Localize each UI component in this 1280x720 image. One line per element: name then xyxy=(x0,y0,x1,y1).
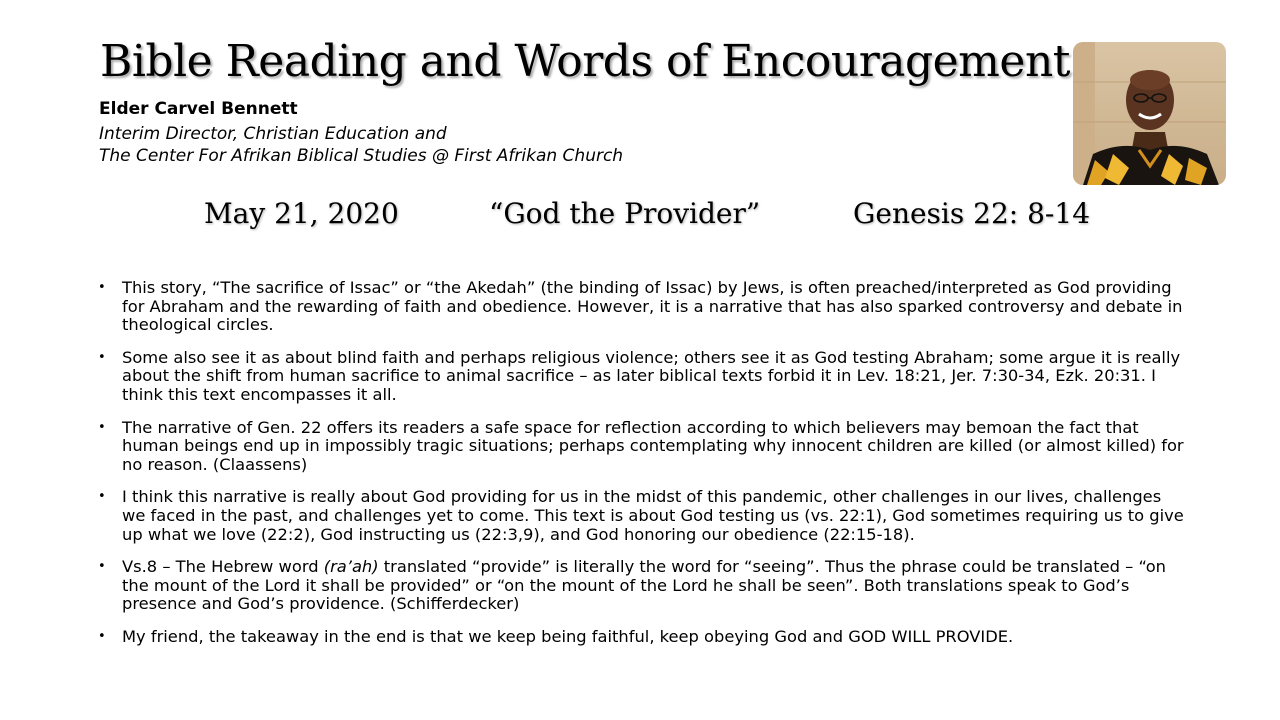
author-photo xyxy=(1073,42,1226,185)
author-role-line2: The Center For Afrikan Biblical Studies @ First Afrikan Church xyxy=(99,146,624,166)
list-item xyxy=(98,558,1188,614)
author-name: Elder Carvel Bennett xyxy=(99,99,298,119)
hebrew-word: (ra’ah) xyxy=(323,557,379,577)
page-title: Bible Reading and Words of Encouragement xyxy=(100,36,1070,87)
list-item xyxy=(98,488,1188,544)
point-text: This story, “The sacrifice of Issac” or “the Akedah” (the binding of Issac) by Jews, is often preached/interpreted as God providing for Abraham and the rewarding of faith and obedience. However, it is a narrative that has also sparked controversy and debate in theological circles. xyxy=(122,278,1183,335)
list-item xyxy=(98,349,1188,405)
bullet-icon: • xyxy=(98,489,106,505)
author-role xyxy=(99,123,623,167)
scripture-passage: Genesis 22: 8-14 xyxy=(853,197,1091,230)
list-item xyxy=(98,419,1188,475)
point-text: Some also see it as about blind faith and perhaps religious violence; others see it as God testing Abraham; some argue it is really about the shift from human sacrifice to animal sacrifice – as later biblical texts forbid it in Lev. 18:21, Jer. 7:30-34, Ezk. 20:31. I think this text encompasses it all. xyxy=(122,347,1181,404)
reflection-list xyxy=(98,279,1188,661)
bullet-icon: • xyxy=(98,559,106,575)
point-text-post: translated “provide” is literally the word for “seeing”. Thus the phrase could be translated – “on the mount of the Lord it shall be provided” or “on the mount of the Lord he shall be seen”. Both translations speak to God’s presence and God’s providence. (Schifferdecker) xyxy=(122,557,1166,614)
bullet-icon: • xyxy=(98,280,106,295)
point-text-pre: Vs.8 – The Hebrew word xyxy=(122,557,324,577)
bullet-icon: • xyxy=(98,419,106,435)
bullet-icon: • xyxy=(98,349,106,365)
list-item xyxy=(98,279,1188,335)
point-text: I think this narrative is really about God providing for us in the midst of this pandemic, other challenges in our lives, challenges we faced in the past, and challenges yet to come. This text is about God testing us (vs. 22:1), God sometimes requiring us to give up what we love (22:2), God instructing us (22:3,9), and God honoring our obedience (22:15-18). xyxy=(122,487,1184,544)
point-text: My friend, the takeaway in the end is that we keep being faithful, keep obeying God and GOD WILL PROVIDE. xyxy=(122,626,1014,646)
author-role-line1: Interim Director, Christian Education and xyxy=(99,124,447,144)
sermon-date: May 21, 2020 xyxy=(204,197,399,230)
sermon-title: “God the Provider” xyxy=(489,197,761,230)
bullet-icon: • xyxy=(98,628,106,644)
list-item xyxy=(98,628,1188,647)
point-text: The narrative of Gen. 22 offers its readers a safe space for reflection according to which believers may bemoan the fact that human beings end up in impossibly tragic situations; perhaps contemplating why innocent children are killed (or almost killed) for no reason. (Claassens) xyxy=(122,417,1184,474)
